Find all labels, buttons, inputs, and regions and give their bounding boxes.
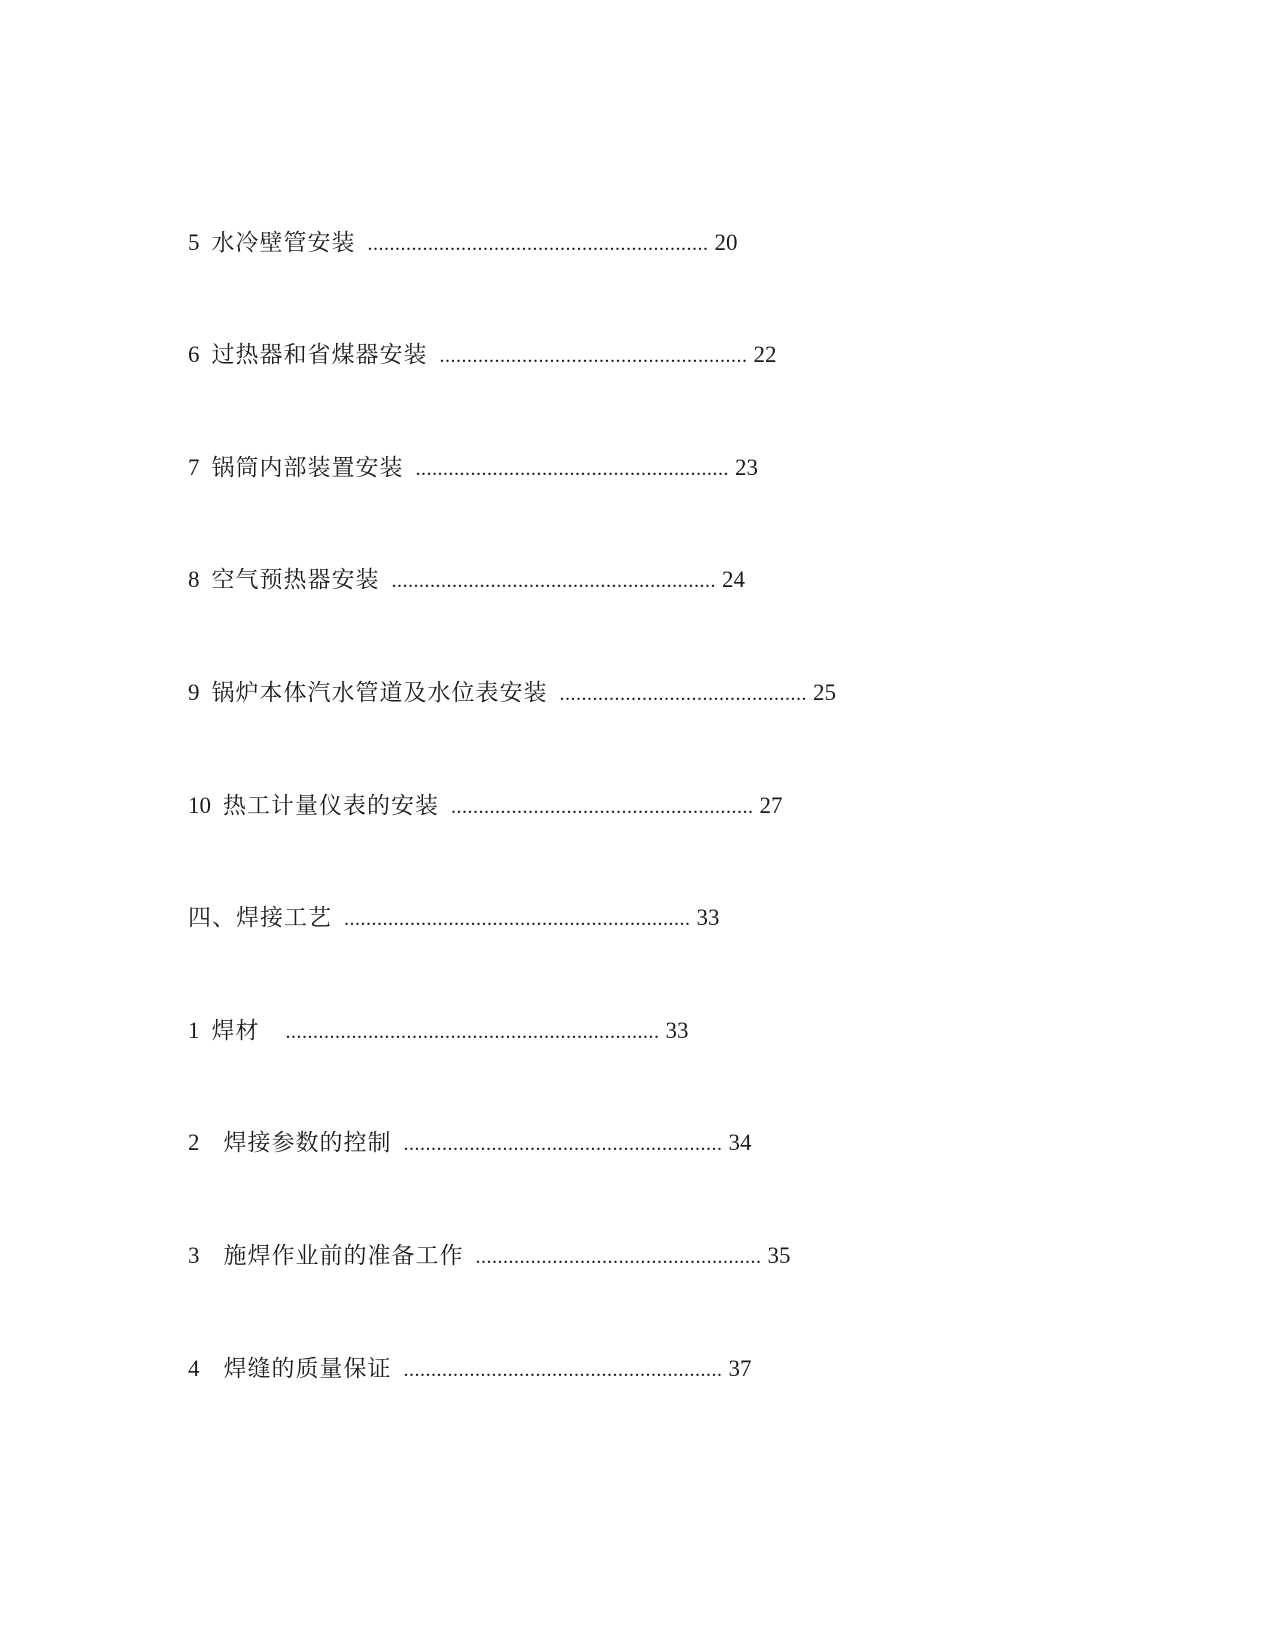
toc-leader-dots: .............................................................. bbox=[367, 233, 709, 255]
toc-entry[interactable] bbox=[188, 453, 758, 484]
toc-leader-dots: ......................................................... bbox=[415, 458, 729, 480]
toc-entry-number: 6 bbox=[188, 342, 200, 367]
toc-entry-title: 焊缝的质量保证 bbox=[223, 1356, 392, 1381]
toc-entry-page: 25 bbox=[813, 680, 836, 705]
toc-entry-title: 焊接参数的控制 bbox=[223, 1130, 392, 1155]
toc-entry-number: 2 bbox=[188, 1130, 200, 1155]
toc-entry-title: 空气预热器安装 bbox=[211, 567, 380, 592]
toc-leader-dots: ........................................................ bbox=[439, 345, 748, 367]
toc-entry-number: 5 bbox=[188, 230, 200, 255]
toc-entry[interactable] bbox=[188, 791, 783, 822]
toc-entry-number: 1 bbox=[188, 1018, 200, 1043]
toc-leader-dots: ............................................................... bbox=[344, 908, 691, 930]
toc-entry-number: 7 bbox=[188, 455, 200, 480]
toc-entry-number: 3 bbox=[188, 1243, 200, 1268]
toc-entry-page: 20 bbox=[714, 230, 738, 255]
toc-entry-page: 37 bbox=[728, 1356, 752, 1381]
toc-entry-number: 8 bbox=[188, 567, 200, 592]
toc-entry-title: 四、焊接工艺 bbox=[188, 905, 332, 930]
toc-entry-page: 33 bbox=[696, 905, 720, 930]
toc-leader-dots: .......................................................... bbox=[403, 1133, 723, 1155]
toc-entry-title: 锅炉本体汽水管道及水位表安装 bbox=[211, 680, 548, 705]
toc-entry-page: 24 bbox=[722, 567, 745, 592]
toc-entry-page: 34 bbox=[728, 1130, 752, 1155]
toc-leader-dots: ....................................................... bbox=[451, 796, 754, 818]
toc-entry-number: 4 bbox=[188, 1356, 200, 1381]
toc-entry-page: 35 bbox=[767, 1243, 791, 1268]
toc-entry-page: 22 bbox=[753, 342, 777, 367]
toc-entry-title: 施焊作业前的准备工作 bbox=[223, 1243, 464, 1268]
toc-entry[interactable] bbox=[188, 228, 738, 259]
toc-entry-page: 23 bbox=[735, 455, 758, 480]
toc-entry[interactable] bbox=[188, 1354, 752, 1385]
toc-section-heading[interactable] bbox=[188, 903, 720, 934]
toc-entry-number: 10 bbox=[188, 793, 211, 818]
toc-entry[interactable] bbox=[188, 340, 777, 371]
toc-entry-page: 33 bbox=[665, 1018, 689, 1043]
toc-leader-dots: ........................................................... bbox=[391, 570, 716, 592]
toc-entry[interactable] bbox=[188, 678, 836, 709]
toc-leader-dots: .................................................... bbox=[475, 1246, 762, 1268]
toc-entry-title: 焊材 bbox=[211, 1018, 260, 1043]
toc-leader-dots: .......................................................... bbox=[403, 1359, 723, 1381]
toc-entry[interactable] bbox=[188, 1016, 689, 1047]
toc-entry-title: 过热器和省煤器安装 bbox=[211, 342, 428, 367]
toc-leader-dots: .................................................................... bbox=[285, 1021, 660, 1043]
toc-leader-dots: ............................................. bbox=[559, 683, 807, 705]
toc-entry[interactable] bbox=[188, 565, 745, 596]
toc-entry-title: 水冷壁管安装 bbox=[211, 230, 356, 255]
toc-entry-title: 锅筒内部装置安装 bbox=[211, 455, 404, 480]
toc-entry-page: 27 bbox=[759, 793, 783, 818]
toc-entry[interactable] bbox=[188, 1241, 791, 1272]
toc-entry-number: 9 bbox=[188, 680, 200, 705]
toc-entry-title: 热工计量仪表的安装 bbox=[223, 793, 439, 818]
toc-entry[interactable] bbox=[188, 1128, 752, 1159]
